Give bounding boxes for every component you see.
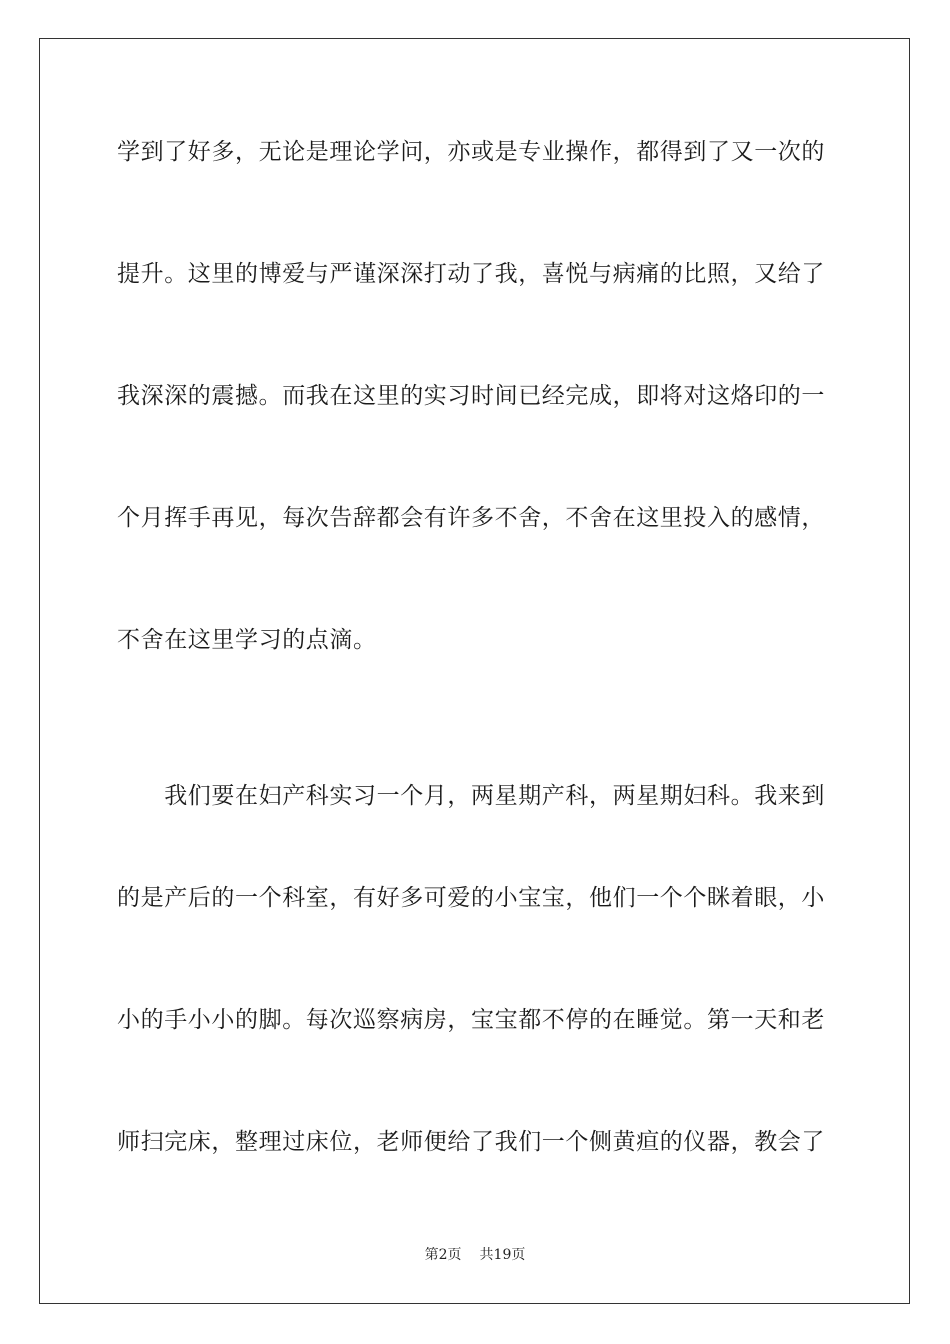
- text-line: 我们要在妇产科实习一个月，两星期产科，两星期妇科。我来到: [117, 783, 825, 809]
- text-line: 我深深的震撼。而我在这里的实习时间已经完成，即将对这烙印的一: [117, 383, 825, 409]
- text-line: 小的手小小的脚。每次巡察病房，宝宝都不停的在睡觉。第一天和老: [117, 1007, 825, 1033]
- page-number: 第2页: [424, 1247, 462, 1263]
- text-line: 师扫完床，整理过床位，老师便给了我们一个侧黄疸的仪器，教会了: [117, 1129, 825, 1155]
- page-total: 共19页: [479, 1247, 526, 1263]
- page-footer: [0, 1246, 950, 1264]
- page-border: [39, 38, 910, 1304]
- text-line: 个月挥手再见，每次告辞都会有许多不舍，不舍在这里投入的感情，: [117, 505, 825, 531]
- text-line: 的是产后的一个科室，有好多可爱的小宝宝，他们一个个眯着眼，小: [117, 885, 825, 911]
- text-line: 学到了好多，无论是理论学问，亦或是专业操作，都得到了又一次的: [117, 139, 825, 165]
- text-line: 提升。这里的博爱与严谨深深打动了我，喜悦与病痛的比照，又给了: [117, 261, 825, 287]
- text-line: 不舍在这里学习的点滴。: [117, 627, 377, 653]
